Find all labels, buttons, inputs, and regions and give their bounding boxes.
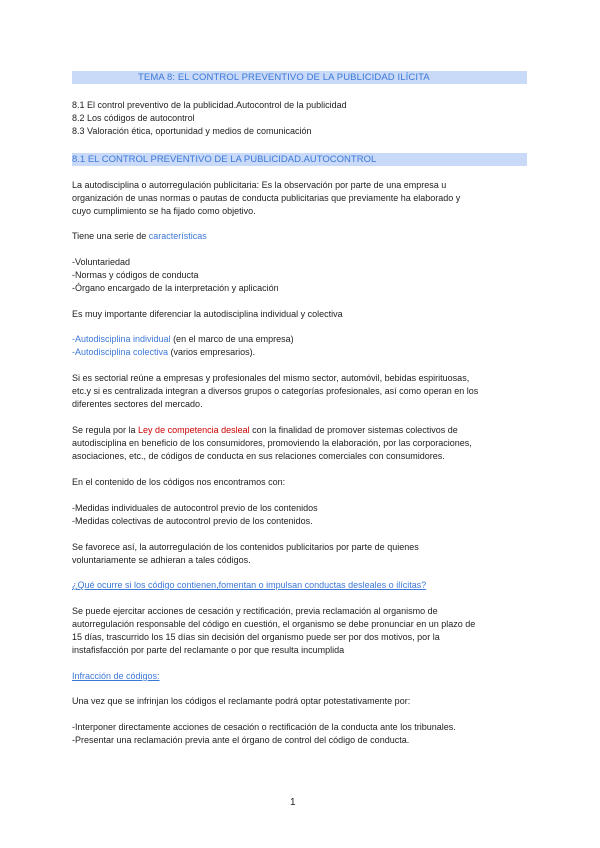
regulation-pre: Se regula por la bbox=[72, 425, 139, 435]
autodisciplina-colectiva bbox=[72, 346, 255, 359]
caracteristicas-line bbox=[72, 230, 207, 243]
toc-item: 8.3 Valoración ética, oportunidad y medios de comunicación bbox=[72, 126, 312, 136]
question-link[interactable]: ¿Qué ocurre si los código contienen,fomentan o impulsan conductas desleales o ilícitas? bbox=[72, 580, 427, 590]
page-number: 1 bbox=[290, 797, 296, 808]
paragraph-line: diferentes sectores del mercado. bbox=[72, 399, 203, 409]
list-item: -Medidas colectivas de autocontrol previo de los contenidos. bbox=[72, 516, 313, 526]
list-item: -Órgano encargado de la interpretación y aplicación bbox=[72, 283, 279, 293]
term-colectiva-detail: (varios empresarios). bbox=[168, 347, 256, 357]
list-item: -Medidas individuales de autocontrol previo de los contenidos bbox=[72, 503, 318, 513]
paragraph-line: organización de unas normas o pautas de conducta publicitarias que previamente ha elaborado y bbox=[72, 193, 461, 203]
list-item: -Normas y códigos de conducta bbox=[72, 270, 199, 280]
infraccion-heading[interactable]: Infracción de códigos: bbox=[72, 671, 160, 681]
law-name: Ley de competencia desleal bbox=[138, 425, 250, 435]
autodisciplina-individual bbox=[72, 333, 294, 346]
list-item: -Presentar una reclamación previa ante el órgano de control del código de conducta. bbox=[72, 735, 410, 745]
paragraph-line: etc.y si es centralizada integran a diversos grupos o categorías profesionales, así como operan en los bbox=[72, 386, 479, 396]
term-colectiva: -Autodisciplina colectiva bbox=[72, 347, 169, 357]
paragraph-line: Es muy importante diferenciar la autodisciplina individual y colectiva bbox=[72, 309, 343, 319]
regulation-line bbox=[72, 424, 458, 437]
paragraph-line: Se favorece así, la autorregulación de los contenidos publicitarios por parte de quienes bbox=[72, 542, 419, 552]
toc-item: 8.1 El control preventivo de la publicidad.Autocontrol de la publicidad bbox=[72, 100, 347, 110]
term-individual: -Autodisciplina individual bbox=[72, 334, 171, 344]
caracteristicas-intro: Tiene una serie de bbox=[72, 231, 149, 241]
paragraph-line: Si es sectorial reúne a empresas y profesionales del mismo sector, automóvil, bebidas espirituosas, bbox=[72, 373, 470, 383]
paragraph-line: 15 días, trascurrido los 15 días sin decisión del organismo puede ser por dos motivos, por la bbox=[72, 632, 440, 642]
section-heading: 8.1 EL CONTROL PREVENTIVO DE LA PUBLICIDAD.AUTOCONTROL bbox=[72, 154, 377, 165]
paragraph-line: asociaciones, etc., de códigos de conducta en sus relaciones comerciales con consumidores. bbox=[72, 451, 445, 461]
paragraph-line: Una vez que se infrinjan los códigos el reclamante podrá optar potestativamente por: bbox=[72, 696, 411, 706]
caracteristicas-term: características bbox=[148, 231, 207, 241]
toc-item: 8.2 Los códigos de autocontrol bbox=[72, 113, 195, 123]
paragraph-line: En el contenido de los códigos nos encontramos con: bbox=[72, 477, 286, 487]
paragraph-line: voluntariamente se adhieran a tales códigos. bbox=[72, 555, 251, 565]
document-title: TEMA 8: EL CONTROL PREVENTIVO DE LA PUBLICIDAD ILÍCITA bbox=[138, 72, 430, 83]
paragraph-line: autorregulación responsable del código en cuestión, el organismo se debe pronunciar en un plazo de bbox=[72, 619, 476, 629]
paragraph-line: instafisfacción por parte del reclamante o por que resulta incumplida bbox=[72, 645, 345, 655]
paragraph-line: cuyo cumplimiento se ha fijado como objetivo. bbox=[72, 206, 256, 216]
paragraph-line: autodisciplina en beneficio de los consumidores, promoviendo la elaboración, por las corporaciones, bbox=[72, 438, 472, 448]
term-individual-detail: (en el marco de una empresa) bbox=[170, 334, 294, 344]
paragraph-line: Se puede ejercitar acciones de cesación y rectificación, previa reclamación al organismo de bbox=[72, 606, 438, 616]
paragraph-line: La autodisciplina o autorregulación publicitaria: Es la observación por parte de una empresa u bbox=[72, 180, 447, 190]
list-item: -Voluntariedad bbox=[72, 257, 131, 267]
regulation-post: con la finalidad de promover sistemas colectivos de bbox=[249, 425, 458, 435]
list-item: -Interponer directamente acciones de cesación o rectificación de la conducta ante los tribunales. bbox=[72, 722, 456, 732]
